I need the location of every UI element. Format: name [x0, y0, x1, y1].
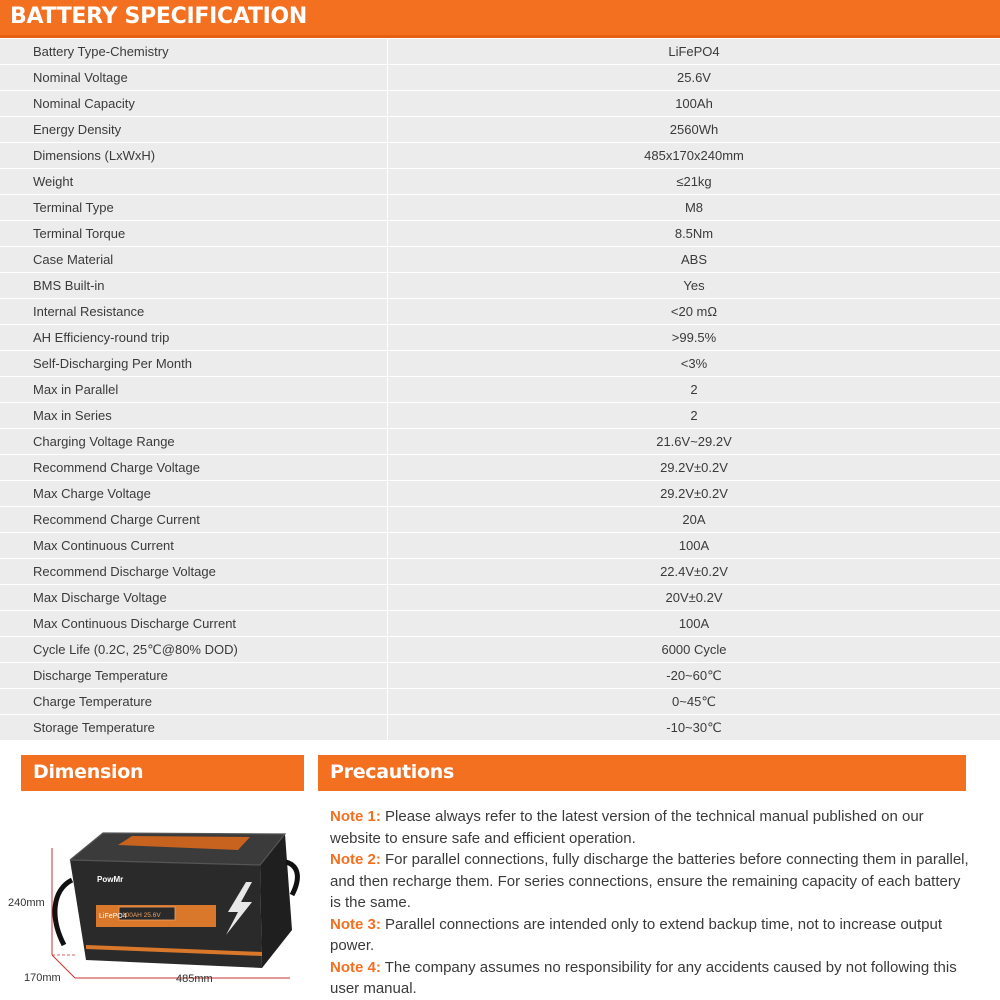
column-divider	[387, 715, 388, 741]
spec-label: Max Continuous Current	[0, 533, 387, 558]
note-text: The company assumes no responsibility for any accidents caused by not following this user manual.	[330, 958, 957, 997]
spec-value: <3%	[388, 351, 1000, 376]
note-text: For parallel connections, fully discharge the batteries before connecting them in parallel, and then recharge them. For series connections, ensure the remaining capacity of each battery is the same.	[330, 851, 969, 911]
spec-label: Energy Density	[0, 117, 387, 142]
spec-row	[0, 637, 1000, 663]
spec-value: 20V±0.2V	[388, 585, 1000, 610]
spec-row	[0, 403, 1000, 429]
note-item	[330, 849, 970, 914]
spec-label: Cycle Life (0.2C, 25℃@80% DOD)	[0, 637, 387, 662]
spec-row	[0, 195, 1000, 221]
spec-row	[0, 507, 1000, 533]
column-divider	[387, 91, 388, 117]
spec-label: AH Efficiency-round trip	[0, 325, 387, 350]
spec-value: ≤21kg	[388, 169, 1000, 194]
spec-label: Recommend Discharge Voltage	[0, 559, 387, 584]
spec-row	[0, 455, 1000, 481]
column-divider	[387, 247, 388, 273]
spec-value: >99.5%	[388, 325, 1000, 350]
spec-label: Max Continuous Discharge Current	[0, 611, 387, 636]
spec-value: LiFePO4	[388, 39, 1000, 64]
battery-image	[55, 833, 297, 968]
column-divider	[387, 377, 388, 403]
column-divider	[387, 481, 388, 507]
column-divider	[387, 143, 388, 169]
note-text: Parallel connections are intended only to extend backup time, not to increase output power.	[330, 915, 943, 954]
spec-header-bar	[0, 0, 1000, 38]
spec-row	[0, 533, 1000, 559]
precautions-header	[318, 755, 966, 791]
spec-label: Recommend Charge Current	[0, 507, 387, 532]
column-divider	[387, 117, 388, 143]
spec-label: Terminal Torque	[0, 221, 387, 246]
note-text: Please always refer to the latest version of the technical manual published on our website to ensure safe and efficient operation.	[330, 808, 924, 847]
dimension-header	[21, 755, 304, 791]
battery-brand-label: PowMr	[97, 875, 124, 884]
column-divider	[387, 689, 388, 715]
spec-value: -20~60℃	[388, 663, 1000, 688]
row-divider	[0, 740, 1000, 741]
column-divider	[387, 637, 388, 663]
spec-label: Charge Temperature	[0, 689, 387, 714]
column-divider	[387, 403, 388, 429]
spec-value: 0~45℃	[388, 689, 1000, 714]
spec-value: <20 mΩ	[388, 299, 1000, 324]
note-label: Note 3:	[330, 915, 381, 933]
spec-table	[0, 39, 1000, 740]
spec-value: 22.4V±0.2V	[388, 559, 1000, 584]
note-label: Note 4:	[330, 958, 381, 976]
spec-label: Dimensions (LxWxH)	[0, 143, 387, 168]
spec-row	[0, 39, 1000, 65]
spec-label: Case Material	[0, 247, 387, 272]
spec-label: BMS Built-in	[0, 273, 387, 298]
spec-row	[0, 429, 1000, 455]
spec-row	[0, 91, 1000, 117]
spec-label: Terminal Type	[0, 195, 387, 220]
column-divider	[387, 351, 388, 377]
spec-label: Max in Series	[0, 403, 387, 428]
column-divider	[387, 221, 388, 247]
spec-row	[0, 715, 1000, 741]
column-divider	[387, 611, 388, 637]
spec-row	[0, 481, 1000, 507]
spec-label: Self-Discharging Per Month	[0, 351, 387, 376]
spec-value: 485x170x240mm	[388, 143, 1000, 168]
spec-label: Discharge Temperature	[0, 663, 387, 688]
column-divider	[387, 273, 388, 299]
column-divider	[387, 663, 388, 689]
height-dimension-label: 240mm	[8, 897, 45, 909]
column-divider	[387, 455, 388, 481]
spec-label: Nominal Capacity	[0, 91, 387, 116]
spec-row	[0, 585, 1000, 611]
note-label: Note 1:	[330, 808, 381, 825]
spec-label: Charging Voltage Range	[0, 429, 387, 454]
column-divider	[387, 299, 388, 325]
column-divider	[387, 585, 388, 611]
spec-row	[0, 559, 1000, 585]
column-divider	[387, 65, 388, 91]
battery-dimension-illustration	[0, 800, 310, 1000]
battery-spec-label: 100AH 25.6V	[122, 912, 161, 919]
note-item	[330, 957, 970, 1000]
column-divider	[387, 325, 388, 351]
page-title: BATTERY SPECIFICATION	[10, 4, 307, 29]
spec-row	[0, 273, 1000, 299]
column-divider	[387, 195, 388, 221]
column-divider	[387, 533, 388, 559]
spec-value: 25.6V	[388, 65, 1000, 90]
spec-row	[0, 663, 1000, 689]
spec-value: 100A	[388, 611, 1000, 636]
spec-value: ABS	[388, 247, 1000, 272]
spec-value: 29.2V±0.2V	[388, 481, 1000, 506]
spec-value: 20A	[388, 507, 1000, 532]
spec-value: 8.5Nm	[388, 221, 1000, 246]
column-divider	[387, 507, 388, 533]
spec-row	[0, 611, 1000, 637]
spec-label: Weight	[0, 169, 387, 194]
spec-value: 2560Wh	[388, 117, 1000, 142]
spec-row	[0, 65, 1000, 91]
spec-label: Battery Type-Chemistry	[0, 39, 387, 64]
spec-value: -10~30℃	[388, 715, 1000, 740]
spec-value: 21.6V~29.2V	[388, 429, 1000, 454]
spec-row	[0, 143, 1000, 169]
column-divider	[387, 429, 388, 455]
width-dimension-label: 170mm	[24, 972, 61, 984]
spec-row	[0, 689, 1000, 715]
spec-row	[0, 325, 1000, 351]
spec-row	[0, 117, 1000, 143]
precautions-title: Precautions	[330, 761, 454, 783]
note-item	[330, 914, 970, 957]
spec-row	[0, 299, 1000, 325]
spec-label: Recommend Charge Voltage	[0, 455, 387, 480]
spec-value: 100A	[388, 533, 1000, 558]
battery-chem-label: LiFePO4	[99, 913, 127, 920]
spec-label: Max Discharge Voltage	[0, 585, 387, 610]
spec-label: Max in Parallel	[0, 377, 387, 402]
spec-row	[0, 221, 1000, 247]
dimension-title: Dimension	[33, 761, 144, 783]
spec-label: Max Charge Voltage	[0, 481, 387, 506]
spec-row	[0, 247, 1000, 273]
column-divider	[387, 559, 388, 585]
column-divider	[387, 169, 388, 195]
spec-label: Storage Temperature	[0, 715, 387, 740]
spec-label: Nominal Voltage	[0, 65, 387, 90]
spec-row	[0, 377, 1000, 403]
note-label: Note 2:	[330, 851, 381, 868]
precautions-notes	[330, 806, 970, 1000]
spec-value: M8	[388, 195, 1000, 220]
spec-value: 100Ah	[388, 91, 1000, 116]
spec-row	[0, 351, 1000, 377]
spec-value: 2	[388, 403, 1000, 428]
note-item	[330, 806, 970, 849]
column-divider	[387, 39, 388, 65]
spec-value: 2	[388, 377, 1000, 402]
spec-row	[0, 169, 1000, 195]
spec-label: Internal Resistance	[0, 299, 387, 324]
spec-value: Yes	[388, 273, 1000, 298]
spec-value: 6000 Cycle	[388, 637, 1000, 662]
spec-value: 29.2V±0.2V	[388, 455, 1000, 480]
length-dimension-label: 485mm	[176, 973, 213, 985]
